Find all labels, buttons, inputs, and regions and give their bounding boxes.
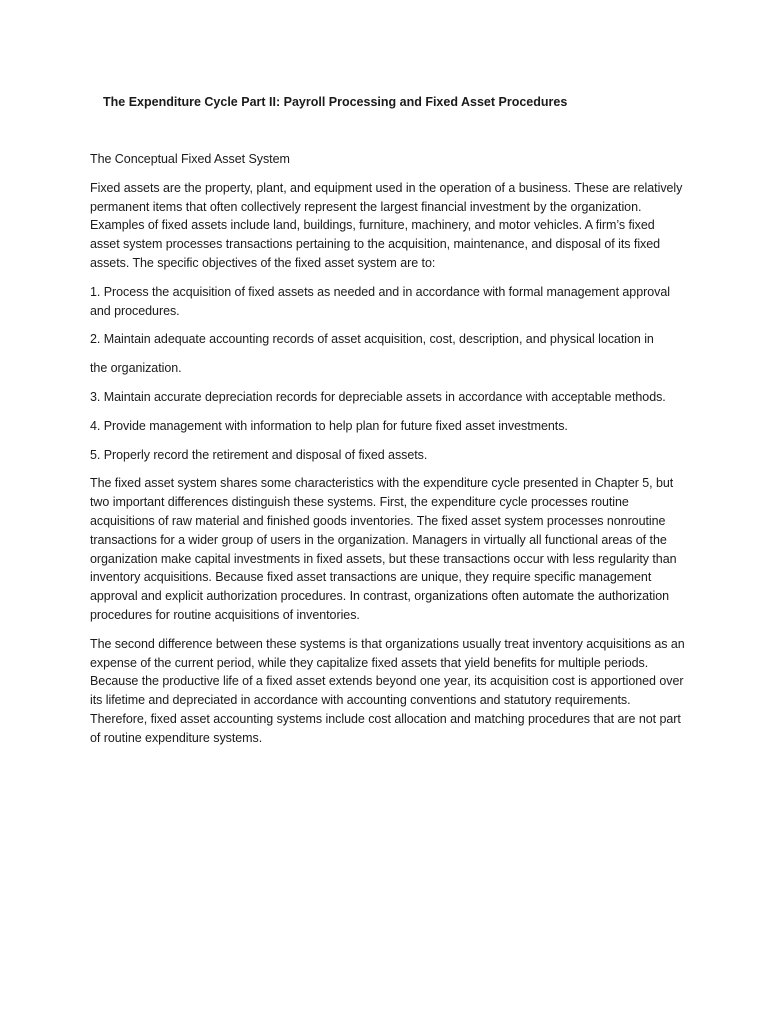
objective-item-2: 2. Maintain adequate accounting records of asset acquisition, cost, description, and physical location in [90, 332, 654, 347]
paragraph-first-difference: The fixed asset system shares some characteristics with the expenditure cycle presented in Chapter 5, but two important differences distinguish these systems. First, the expenditure cycle processes routine acquisitions of raw material and finished goods inventories. The fixed asset system processes nonroutine transactions for a wider group of users in the organization. Managers in virtually all functional areas of the organization make capital investments in fixed assets, but these transactions occur with less regularity than inventory acquisitions. Because fixed asset transactions are unique, they require specific management approval and explicit authorization procedures. In contrast, organizations often automate the authorization procedures for routine acquisitions of inventories. [90, 476, 677, 622]
objective-item-2-continued: the organization. [90, 361, 182, 376]
paragraph-second-difference: The second difference between these systems is that organizations usually treat inventory acquisitions as an expense of the current period, while they capitalize fixed assets that yield benefits for multiple periods. Because the productive life of a fixed asset extends beyond one year, its acquisition cost is apportioned over its lifetime and depreciated in accordance with accounting conventions and statutory requirements. Therefore, fixed asset accounting systems include cost allocation and matching procedures that are not part of routine expenditure systems. [90, 636, 685, 745]
objective-item-4: 4. Provide management with information to help plan for future fixed asset investments. [90, 418, 568, 433]
document-title: The Expenditure Cycle Part II: Payroll Processing and Fixed Asset Procedures [103, 95, 568, 109]
document-body [90, 150, 686, 758]
paragraph-intro: Fixed assets are the property, plant, and equipment used in the operation of a business. These are relatively permanent items that often collectively represent the largest financial investment by the organization. Examples of fixed assets include land, buildings, furniture, machinery, and motor vehicles. A firm’s fixed asset system processes transactions pertaining to the acquisition, maintenance, and disposal of its fixed assets. The specific objectives of the fixed asset system are to: [90, 180, 683, 270]
objective-item-5: 5. Properly record the retirement and disposal of fixed assets. [90, 447, 428, 462]
objective-item-3: 3. Maintain accurate depreciation records for depreciable assets in accordance with acceptable methods. [90, 389, 666, 404]
objective-item-1: 1. Process the acquisition of fixed assets as needed and in accordance with formal management approval and procedures. [90, 284, 670, 318]
section-heading: The Conceptual Fixed Asset System [90, 152, 290, 166]
